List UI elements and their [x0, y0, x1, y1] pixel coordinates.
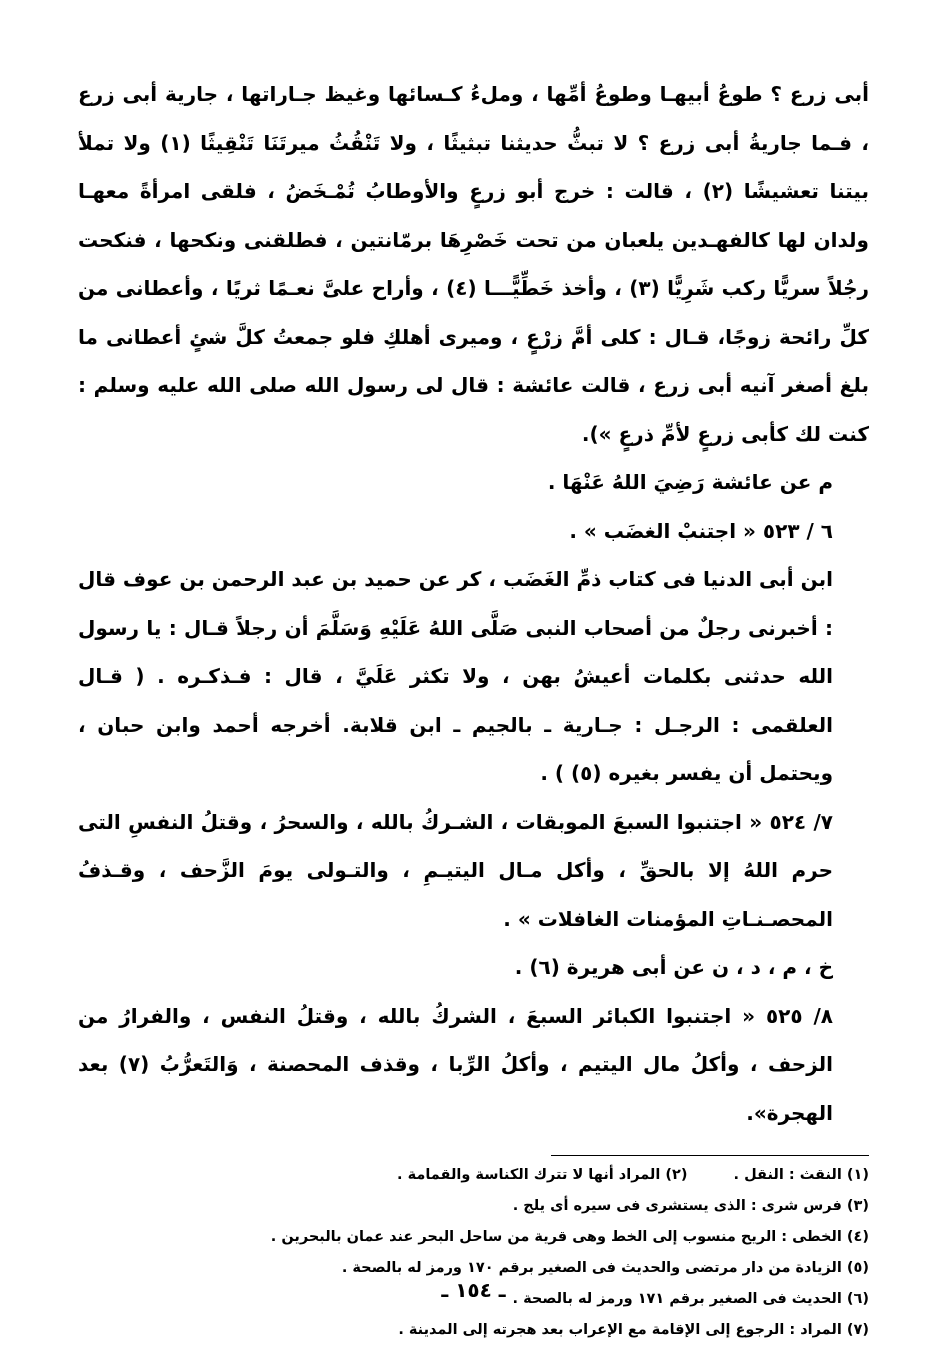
footnote-6: (٦) الحديث فى الصغير برقم ١٧١ ورمز له بالصحة .: [512, 1291, 869, 1307]
footnote-3: (٣) فرس شرى : الذى يستشرى فى سيره أى يلج .: [512, 1198, 869, 1214]
main-text: [78, 70, 869, 1137]
footnote-divider: [551, 1155, 869, 1156]
source-attribution-aisha: م عن عائشة رَضِيَ اللهُ عَنْهَا .: [547, 470, 833, 494]
hadith-524: ٧/ ٥٢٤ « اجتنبوا السبعَ الموبقات ، الشـركُ بالله ، والسحرُ ، وقتلُ النفسِ التى حرم اللهُ إلا بالحقِّ ، وأكل مـال اليتيـمِ ، والتـولى يومَ الزَّحف ، وقـذفُ المحصـنـاتِ المؤمنات الغافلات » .: [78, 809, 833, 931]
footnote-7: (٧) المراد : الرجوع إلى الإقامة مع الإعراب بعد هجرته إلى المدينة .: [398, 1322, 869, 1338]
footnote-1: (١) النقث : النقل .: [733, 1167, 869, 1183]
hadith-525: ٨/ ٥٢٥ « اجتنبوا الكبائر السبعَ ، الشركُ بالله ، وقتلُ النفس ، والفرارُ من الزحف ، وأكلُ مال اليتيم ، وأكلُ الرِّبا ، وقذف المحصنة ، وَالتَعرُّبُ (٧) بعد الهجرة».: [78, 1003, 833, 1125]
document-page: [78, 70, 870, 1338]
page-number: ـ ١٥٤ ـ: [441, 1278, 506, 1302]
source-attribution-abu-hurayra: خ ، م ، د ، ن عن أبى هريرة (٦) .: [514, 955, 833, 979]
hadith-heading-523: ٦ / ٥٢٣ « اجتنبْ الغضَب » .: [569, 518, 833, 543]
footnote-4: (٤) الخطى : الريح منسوب إلى الخط وهى قرية من ساحل البحر عند عمان بالبحرين .: [270, 1229, 869, 1245]
paragraph-hadith-umm-zar: أبى زرع ؟ طوعُ أبيهـا وطوعُ أمِّها ، وملءُ كـسائها وغيظ جـاراتها ، جارية أبى زرع ، فـما جاريةُ أبى زرع ؟ لا تبثُّ حديثنا تبثيثًا ، ولا تَنْقُثُ ميرتَنَا تَنْقِيثًا (١) ولا تملأ بيتنا تعشيشًا (٢) ، قالت : خرج أبو زرعٍ والأوطابُ تُمْـخَضُ ، فلقى امرأةً معهـا ولدان لها كالفهـدين يلعبان من تحت خَصْرِهَا برمّانتين ، فطلقنى ونكحها ، فنكحت رجُلاً سريًّا ركب شَرِيًّا (٣) ، وأخذ خَطِّيًّـــا (٤) ، وأراح علىَّ نعـمًا ثريًا ، وأعطانى من كلِّ رائحة زوجًا، قـال : كلى أمَّ زرْعٍ ، وميرى أهلكِ فلو جمعتُ كلَّ شئٍ أعطانى ما بلغ أصغر آنيه أبى زرع ، قالت عائشة : قال لى رسول الله صلى الله عليه وسلم : كنت لك كأبى زرعٍ لأمِّ ذرعٍ »).: [78, 82, 870, 446]
paragraph-hadith-523: ابن أبى الدنيا فى كتاب ذمِّ الغَضَب ، كر عن حميد بن عبد الرحمن بن عوف قال : أخبرنى رجلٌ من أصحاب النبى صَلَّى اللهُ عَلَيْهِ وَسَلَّمَ أن رجلاً قـال : يا رسول الله حدثنى بكلمات أعيشُ بهن ، ولا تكثر عَلَيَّ ، قال : فـذكـره . ( قـال العلقمى : الرجـل : جـارية ـ بالجيم ـ ابن قلابة. أخرجه أحمد وابن حبان ، ويحتمل أن يفسر بغيره (٥) ) .: [78, 567, 833, 785]
footnotes: [78, 1160, 869, 1346]
footnote-row-1-2: [78, 1160, 869, 1191]
footnote-2: (٢) المراد أنها لا تترك الكناسة والقمامة .: [397, 1167, 688, 1183]
footnote-5: (٥) الزيادة من دار مرتضى والحديث فى الصغير برقم ١٧٠ ورمز له بالصحة .: [341, 1260, 869, 1276]
